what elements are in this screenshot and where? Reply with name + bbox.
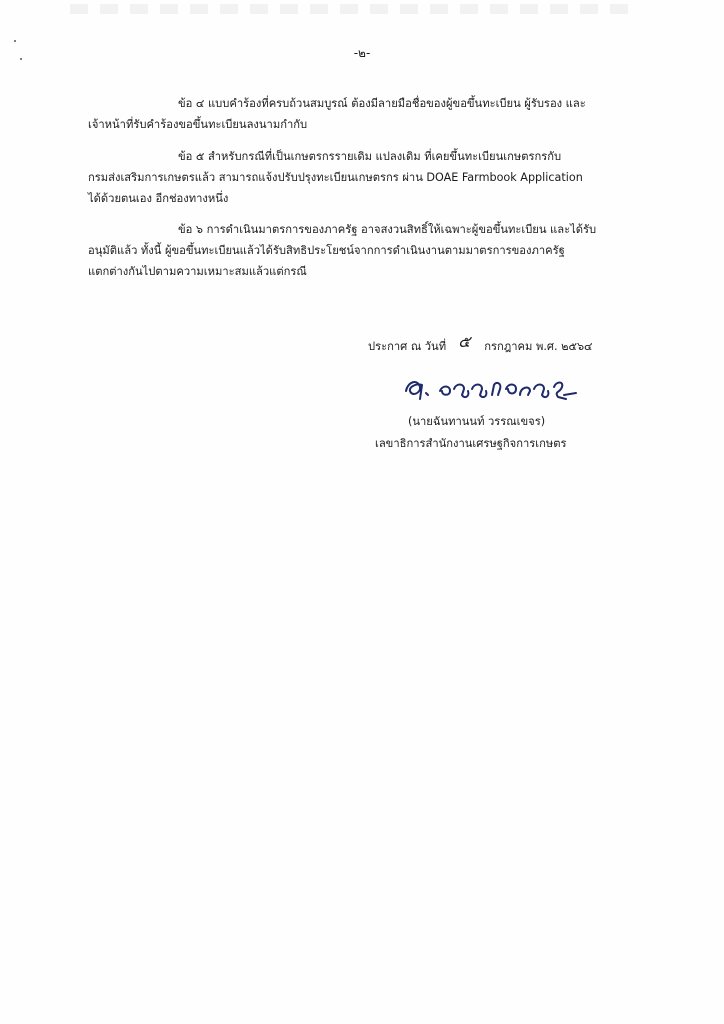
- clause-5-line-1: ข้อ ๕ สำหรับกรณีที่เป็นเกษตรกรรายเดิม แปลงเดิม ที่เคยขึ้นทะเบียนเกษตรกรกับ: [178, 150, 562, 163]
- clause-4: [88, 93, 646, 135]
- clause-6-line-3: แตกต่างกันไปตามความเหมาะสมแล้วแต่กรณี: [88, 265, 307, 278]
- clause-5-line-2: กรมส่งเสริมการเกษตรแล้ว สามารถแจ้งปรับปรุงทะเบียนเกษตรกร ผ่าน DOAE Farmbook Application: [88, 171, 583, 184]
- clause-4-line-1: ข้อ ๔ แบบคำร้องที่ครบถ้วนสมบูรณ์ ต้องมีลายมือชื่อของผู้ขอขึ้นทะเบียน ผู้รับรอง และ: [178, 97, 586, 110]
- signer-title: เลขาธิการสำนักงานเศรษฐกิจการเกษตร: [375, 437, 567, 450]
- signature-block: [368, 332, 668, 450]
- clause-6-line-2: อนุมัติแล้ว ทั้งนี้ ผู้ขอขึ้นทะเบียนแล้วได้รับสิทธิประโยชน์จากการดำเนินงานตามมาตรการของภาครัฐ: [88, 244, 565, 257]
- page-number: -๒-: [353, 46, 371, 60]
- signer-name: (นายฉันทานนท์ วรรณเขจร): [408, 415, 546, 428]
- announcement-date: [368, 333, 668, 355]
- clause-5: [88, 146, 646, 209]
- handwritten-signature: [398, 369, 598, 409]
- scan-speck: [14, 40, 16, 42]
- clause-5-line-3: ได้ด้วยตนเอง อีกช่องทางหนึ่ง: [88, 192, 229, 205]
- show-through-bleed: [70, 4, 630, 14]
- date-prefix: ประกาศ ณ วันที่: [368, 340, 447, 353]
- date-day-handwritten: ๕: [458, 332, 471, 351]
- date-month-year: กรกฎาคม พ.ศ. ๒๕๖๔: [484, 340, 593, 353]
- clause-6: [88, 219, 646, 282]
- clause-4-line-2: เจ้าหน้าที่รับคำร้องขอขึ้นทะเบียนลงนามกำกับ: [88, 118, 308, 131]
- clause-6-line-1: ข้อ ๖ การดำเนินมาตรการของภาครัฐ อาจสงวนสิทธิ์ให้เฉพาะผู้ขอขึ้นทะเบียน และได้รับ: [178, 223, 597, 236]
